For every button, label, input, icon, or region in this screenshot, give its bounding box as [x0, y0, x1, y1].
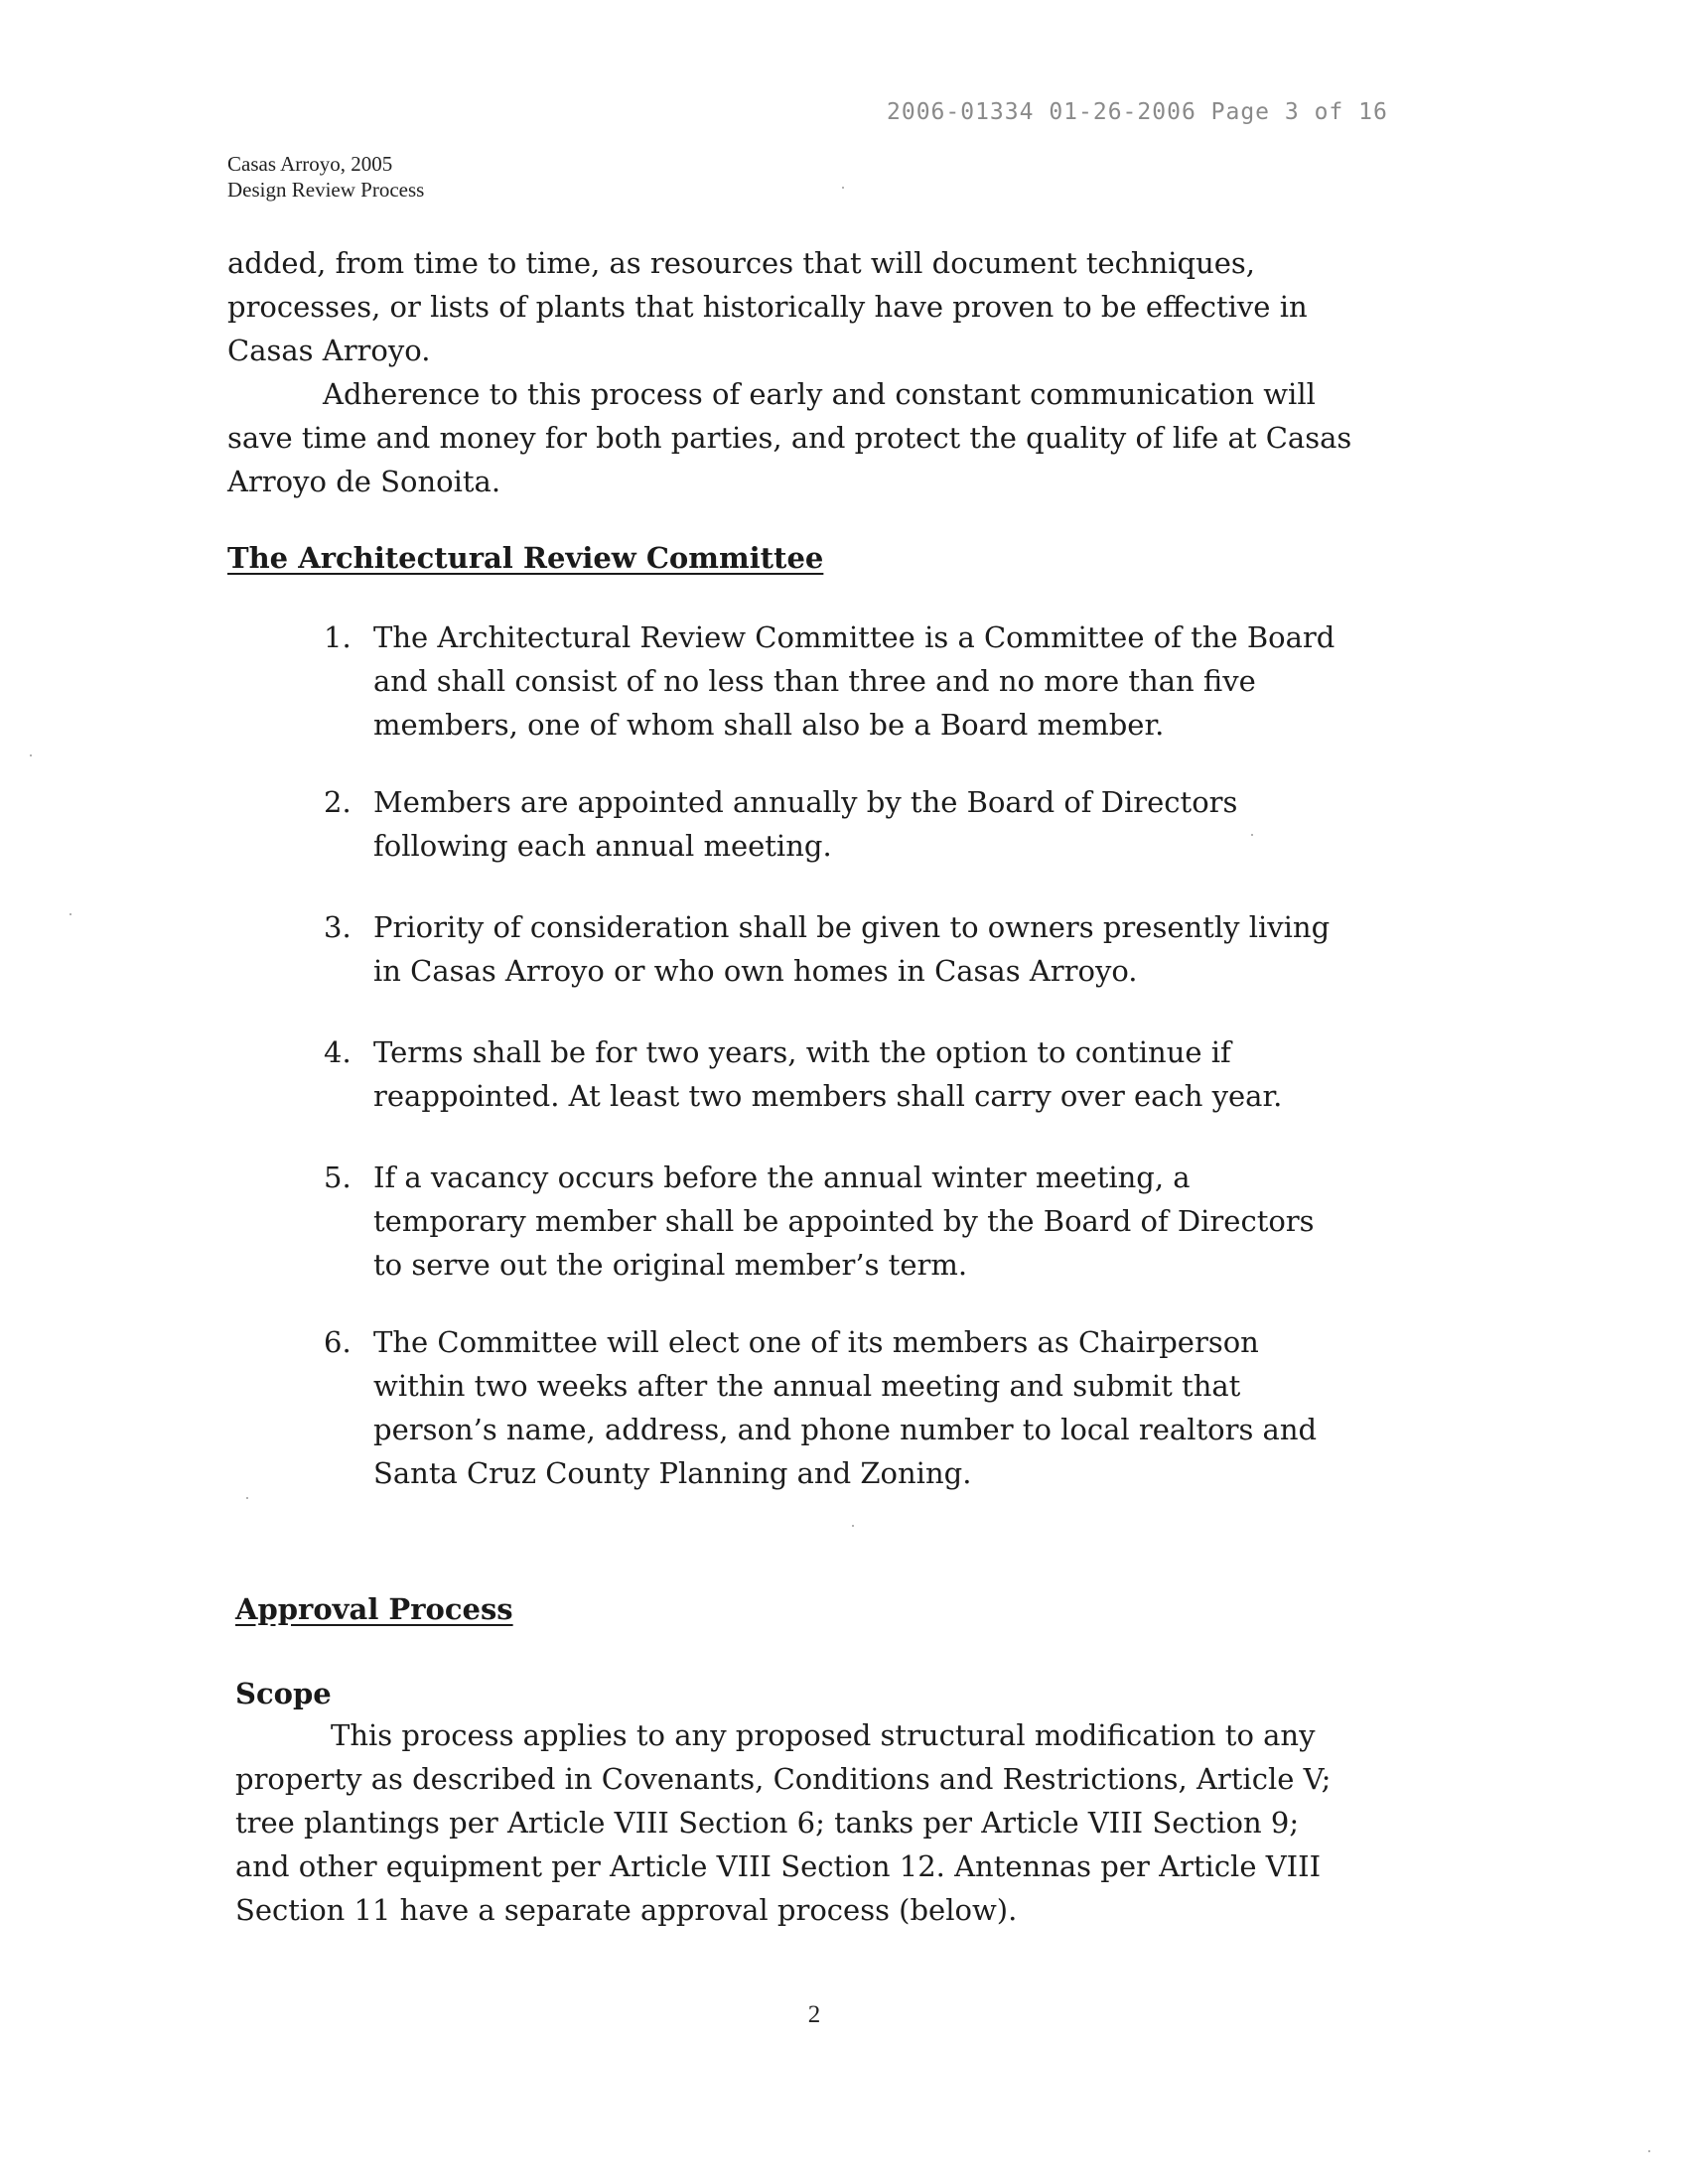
- intro-paragraph-2: Adherence to this process of early and constant communication will save time and money for both parties, and protect the quality of life at Casas Arroyo de Sonoita.: [227, 377, 1352, 498]
- scan-speck: [1251, 834, 1253, 836]
- scan-speck: [852, 1525, 854, 1527]
- list-item-text: The Committee will elect one of its members as Chairperson within two weeks after the annual meeting and submit that person’s name, address, and phone number to local realtors and Santa Cruz County Planning and Zoning.: [373, 1325, 1318, 1490]
- list-item-number: 4.: [324, 1035, 352, 1069]
- scan-speck: [70, 913, 71, 915]
- list-item-number: 3.: [324, 910, 352, 944]
- list-item-number: 2.: [324, 785, 352, 819]
- document-header: [227, 151, 424, 203]
- document-stamp: 2006-01334 01-26-2006 Page 3 of 16: [887, 99, 1388, 125]
- list-item-number: 1.: [324, 620, 352, 654]
- scan-speck: [1648, 2150, 1650, 2152]
- intro-paragraph-1: added, from time to time, as resources that will document techniques, processes, or lists of plants that historically have proven to be effective in Casas Arroyo.: [227, 246, 1308, 367]
- approval-heading: Approval Process: [235, 1592, 513, 1626]
- committee-heading: The Architectural Review Committee: [227, 541, 824, 575]
- header-title: Casas Arroyo, 2005: [227, 152, 393, 176]
- scope-heading: Scope: [235, 1677, 332, 1710]
- list-item-number: 6.: [324, 1325, 352, 1359]
- list-item-text: Priority of consideration shall be given to owners presently living in Casas Arroyo or who own homes in Casas Arroyo.: [373, 910, 1331, 988]
- scan-speck: [30, 754, 32, 756]
- scope-section: [235, 1713, 1357, 1932]
- header-subtitle: Design Review Process: [227, 178, 425, 202]
- scope-paragraph: This process applies to any proposed structural modification to any property as described in Covenants, Conditions and Restrictions, Article V; tree plantings per Article VIII Section 6; tanks per Article VIII Section 9; and other equipment per Article VIII Section 12. Antennas per Article VIII Section 11 have a separate approval process (below).: [235, 1718, 1332, 1927]
- intro-section: [227, 241, 1359, 503]
- scan-speck: [842, 187, 844, 189]
- list-item-text: If a vacancy occurs before the annual winter meeting, a temporary member shall be appointed by the Board of Directors to serve out the original member’s term.: [373, 1160, 1315, 1282]
- list-item-text: Terms shall be for two years, with the option to continue if reappointed. At least two members shall carry over each year.: [373, 1035, 1283, 1113]
- page-number: 2: [807, 2001, 821, 2028]
- list-item-text: The Architectural Review Committee is a Committee of the Board and shall consist of no less than three and no more than five members, one of whom shall also be a Board member.: [373, 620, 1336, 742]
- list-item-number: 5.: [324, 1160, 352, 1194]
- list-item-text: Members are appointed annually by the Board of Directors following each annual meeting.: [373, 785, 1238, 863]
- scan-speck: [246, 1497, 248, 1499]
